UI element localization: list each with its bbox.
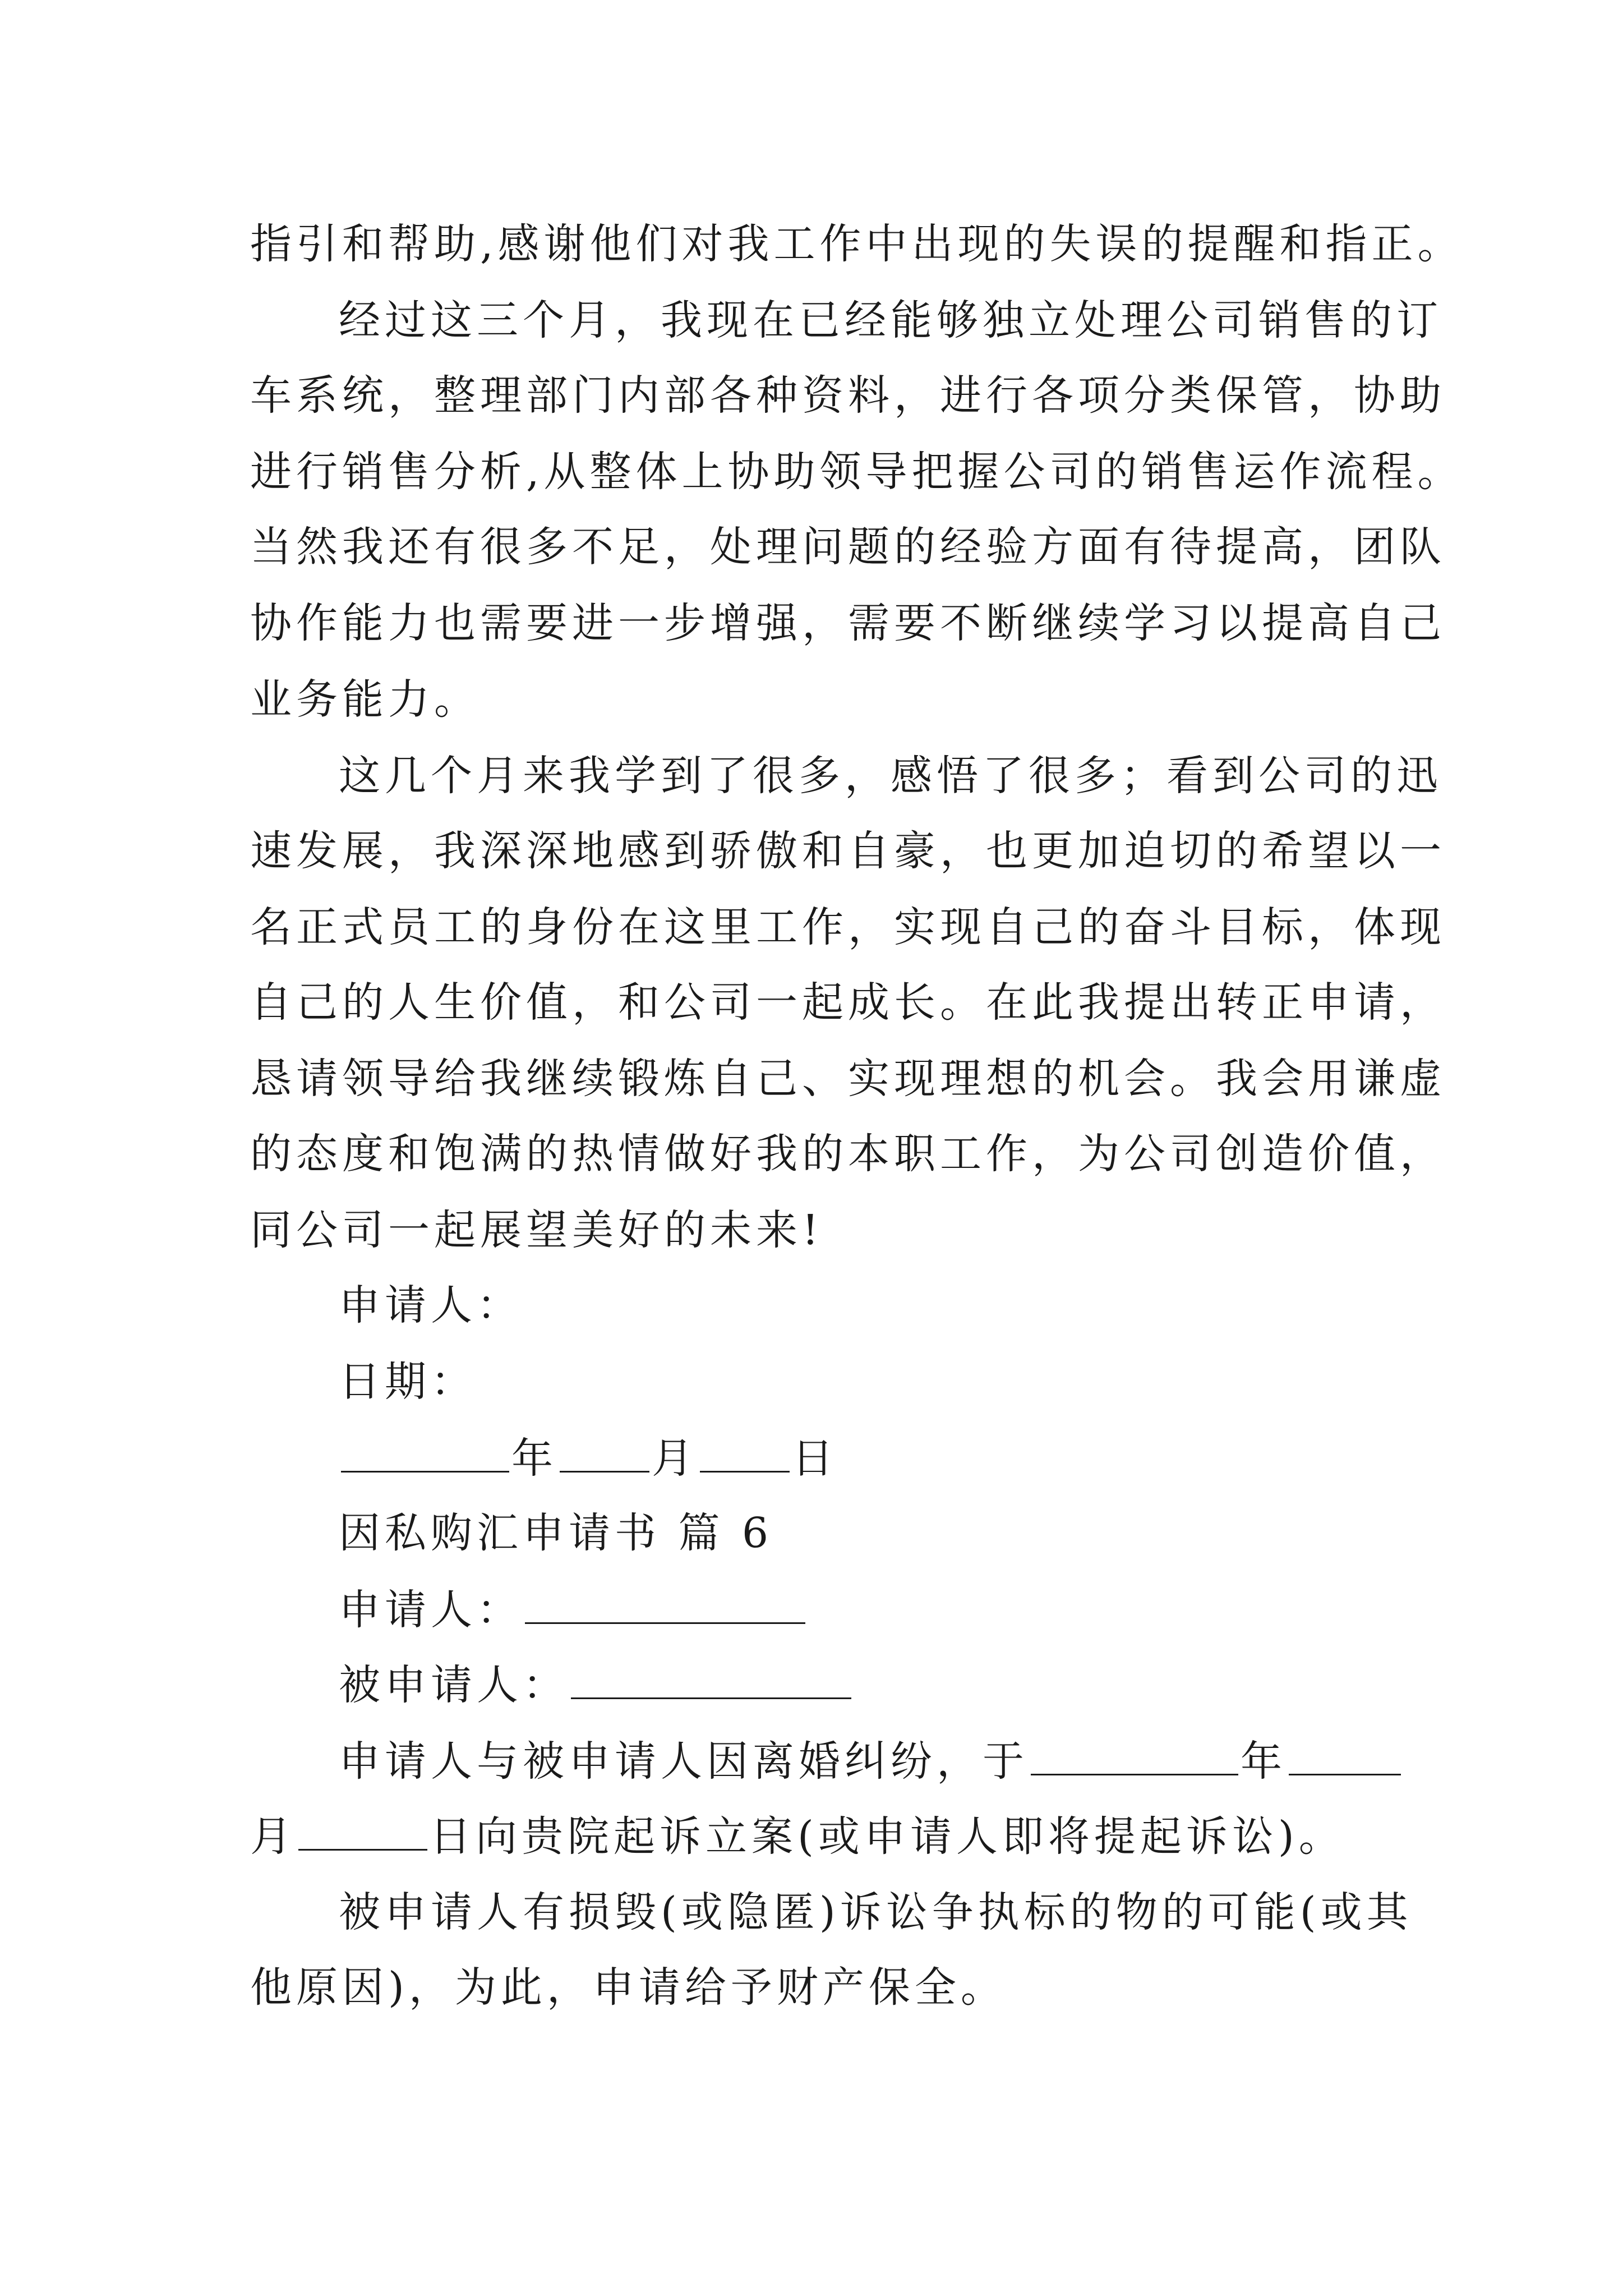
text-line: 的态度和饱满的热情做好我的本职工作，为公司创造价值， <box>250 1130 1446 1178</box>
text-line: 经过这三个月，我现在已经能够独立处理公司销售的订 <box>339 296 1442 344</box>
filing-month-label: 月 <box>250 1812 296 1861</box>
filing-month-blank <box>1289 1740 1401 1775</box>
text-line: 被申请人有损毁(或隐匿)诉讼争执标的物的可能(或其 <box>339 1888 1413 1936</box>
text-line: 恳请领导给我继续锻炼自己、实现理想的机会。我会用谦虚 <box>250 1055 1446 1103</box>
signature-applicant-label: 申请人： <box>339 1281 523 1329</box>
month-blank <box>560 1437 649 1473</box>
filing-year-label: 年 <box>1241 1737 1287 1786</box>
day-blank <box>700 1437 790 1473</box>
respondent-line <box>339 1661 854 1709</box>
text-line: 同公司一起展望美好的未来! <box>250 1206 823 1254</box>
applicant-line <box>339 1586 808 1634</box>
text-line: 这几个月来我学到了很多，感悟了很多；看到公司的迅 <box>339 752 1442 800</box>
date-blanks-line <box>339 1434 838 1483</box>
paragraph-line <box>250 1812 1345 1861</box>
text-line: 协作能力也需要进一步增强，需要不断继续学习以提高自己 <box>250 599 1446 647</box>
text-line: 指引和帮助,感谢他们对我工作中出现的失误的提醒和指正。 <box>250 220 1464 268</box>
month-label: 月 <box>652 1434 698 1483</box>
day-label: 日 <box>792 1434 838 1483</box>
applicant-label: 申请人： <box>339 1586 523 1634</box>
paragraph-text: 日向贵院起诉立案(或申请人即将提起诉讼)。 <box>430 1812 1345 1861</box>
applicant-blank <box>525 1589 805 1624</box>
filing-day-blank <box>298 1815 427 1851</box>
text-line: 自己的人生价值，和公司一起成长。在此我提出转正申请， <box>250 978 1446 1027</box>
signature-date-label: 日期： <box>339 1358 477 1406</box>
filing-year-blank <box>1031 1740 1238 1775</box>
year-blank <box>341 1437 509 1473</box>
paragraph-text: 申请人与被申请人因离婚纠纷，于 <box>339 1737 1029 1786</box>
year-label: 年 <box>511 1434 557 1483</box>
paragraph-line <box>339 1737 1403 1786</box>
respondent-label: 被申请人： <box>339 1661 569 1709</box>
text-line: 车系统，整理部门内部各种资料，进行各项分类保管，协助 <box>250 371 1446 420</box>
text-line: 速发展，我深深地感到骄傲和自豪，也更加迫切的希望以一 <box>250 827 1446 875</box>
text-line: 他原因)，为此，申请给予财产保全。 <box>250 1963 1007 2012</box>
text-line: 进行销售分析,从整体上协助领导把握公司的销售运作流程。 <box>250 448 1464 496</box>
text-line: 当然我还有很多不足，处理问题的经验方面有待提高，团队 <box>250 523 1446 571</box>
text-line: 业务能力。 <box>250 675 480 724</box>
text-line: 名正式员工的身份在这里工作，实现自己的奋斗目标，体现 <box>250 903 1446 951</box>
respondent-blank <box>571 1664 851 1699</box>
section-title: 因私购汇申请书 篇 6 <box>339 1509 773 1557</box>
